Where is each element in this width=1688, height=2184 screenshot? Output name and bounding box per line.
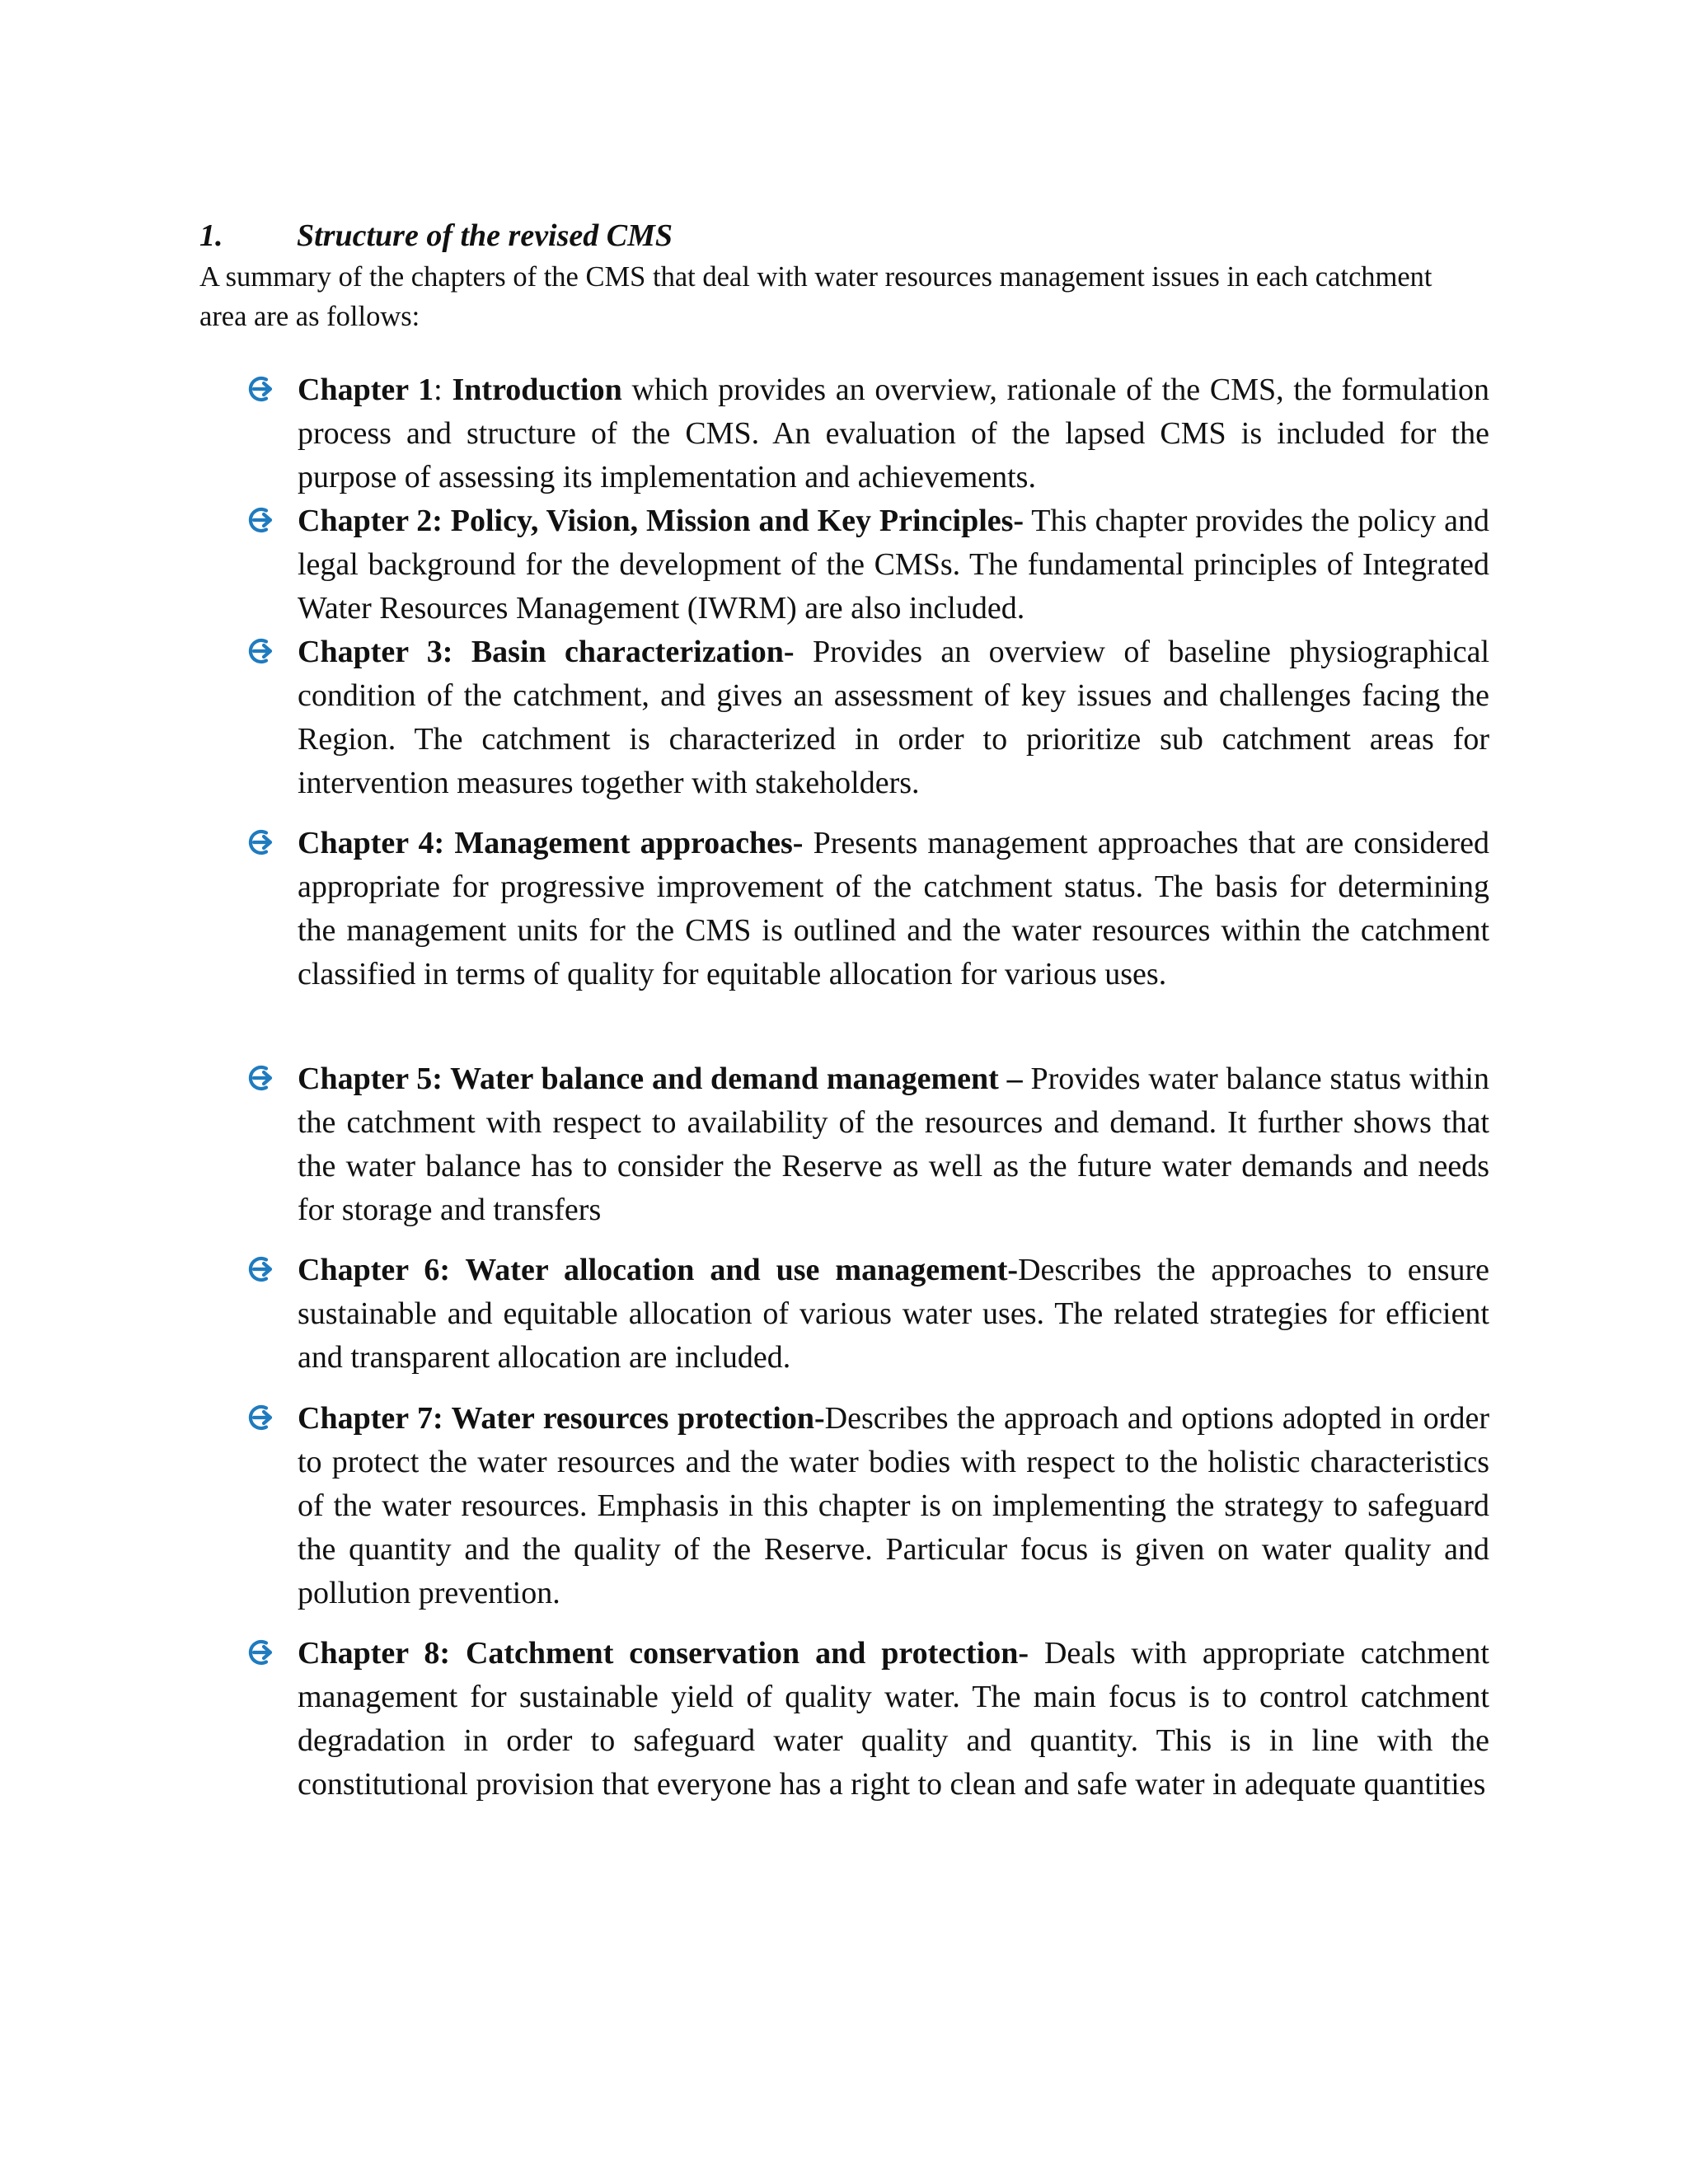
right-arrow-circle-icon [247,827,277,857]
section-title: Structure of the revised CMS [297,218,673,253]
chapter-label: Chapter 1 [298,373,434,407]
right-arrow-circle-icon [247,1638,277,1667]
list-item-chapter-2 [298,499,1489,630]
list-item-chapter-5 [298,1057,1489,1232]
chapter-label: Chapter 7: Water resources protection- [298,1401,825,1436]
chapter-label: Chapter 2: Policy, Vision, Mission and Key Principles- [298,504,1025,538]
chapter-label: Chapter 4: Management approaches- [298,826,804,860]
right-arrow-circle-icon [247,505,277,535]
chapter-description: Provides an overview of baseline physiographical condition of the catchment, and gives an assessment of key issues and challenges facing the Region. The catchment is characterized in order to prioritize sub catchment areas for intervention measures together with stakeholders. [298,635,1490,800]
chapter-title: Introduction [452,373,622,407]
chapter-description: Deals with appropriate catchment management for sustainable yield of quality water. The main focus is to control catchment degradation in order to safeguard water quality and quantity. This is in line with the constitutional provision that everyone has a right to clean and safe water in adequate quantities [298,1636,1489,1802]
list-item-chapter-7 [298,1397,1489,1615]
list-item-chapter-1 [298,368,1489,499]
chapter-description: This chapter provides the policy and legal background for the development of the CMSs. The fundamental principles of Integrated Water Resources Management (IWRM) are also included. [298,504,1489,626]
chapter-description: which provides an overview, rationale of the CMS, the formulation process and structure of the CMS. An evaluation of the lapsed CMS is included for the purpose of assessing its implementation and achievements. [298,373,1489,494]
right-arrow-circle-icon [247,374,277,404]
chapter-description: Describes the approaches to ensure sustainable and equitable allocation of various water uses. The related strategies for efficient and transparent allocation are included. [298,1253,1489,1375]
chapter-description: Describes the approach and options adopted in order to protect the water resources and the water bodies with respect to the holistic characteristics of the water resources. Emphasis in this chapter is on implementing the strategy to safeguard the quantity and the quality of the Reserve. Particular focus is given on water quality and pollution prevention. [298,1401,1489,1610]
list-item-chapter-3 [298,630,1489,805]
list-item-chapter-8 [298,1632,1489,1807]
chapter-separator: : [434,373,452,407]
chapter-description: Presents management approaches that are considered appropriate for progressive improvement of the catchment status. The basis for determining the management units for the CMS is outlined and the water resources within the catchment classified in terms of quality for equitable allocation for various uses. [298,826,1490,991]
right-arrow-circle-icon [247,1063,277,1093]
chapter-label: Chapter 8: Catchment conservation and protection- [298,1636,1029,1671]
right-arrow-circle-icon [247,1403,277,1432]
right-arrow-circle-icon [247,636,277,666]
chapter-label: Chapter 6: Water allocation and use management- [298,1253,1019,1287]
list-item-chapter-6 [298,1249,1489,1380]
list-item-chapter-4 [298,822,1489,996]
chapter-label: Chapter 3: Basin characterization- [298,635,795,669]
chapter-description: Provides water balance status within the catchment with respect to availability of the resources and demand. It further shows that the water balance has to consider the Reserve as well as the future water demands and needs for storage and transfers [298,1062,1489,1227]
section-intro: A summary of the chapters of the CMS that deal with water resources management issues in each catchment area are as follows: [199,261,1432,332]
section-number: 1. [199,218,223,253]
right-arrow-circle-icon [247,1254,277,1284]
chapter-label: Chapter 5: Water balance and demand management – [298,1062,1023,1096]
